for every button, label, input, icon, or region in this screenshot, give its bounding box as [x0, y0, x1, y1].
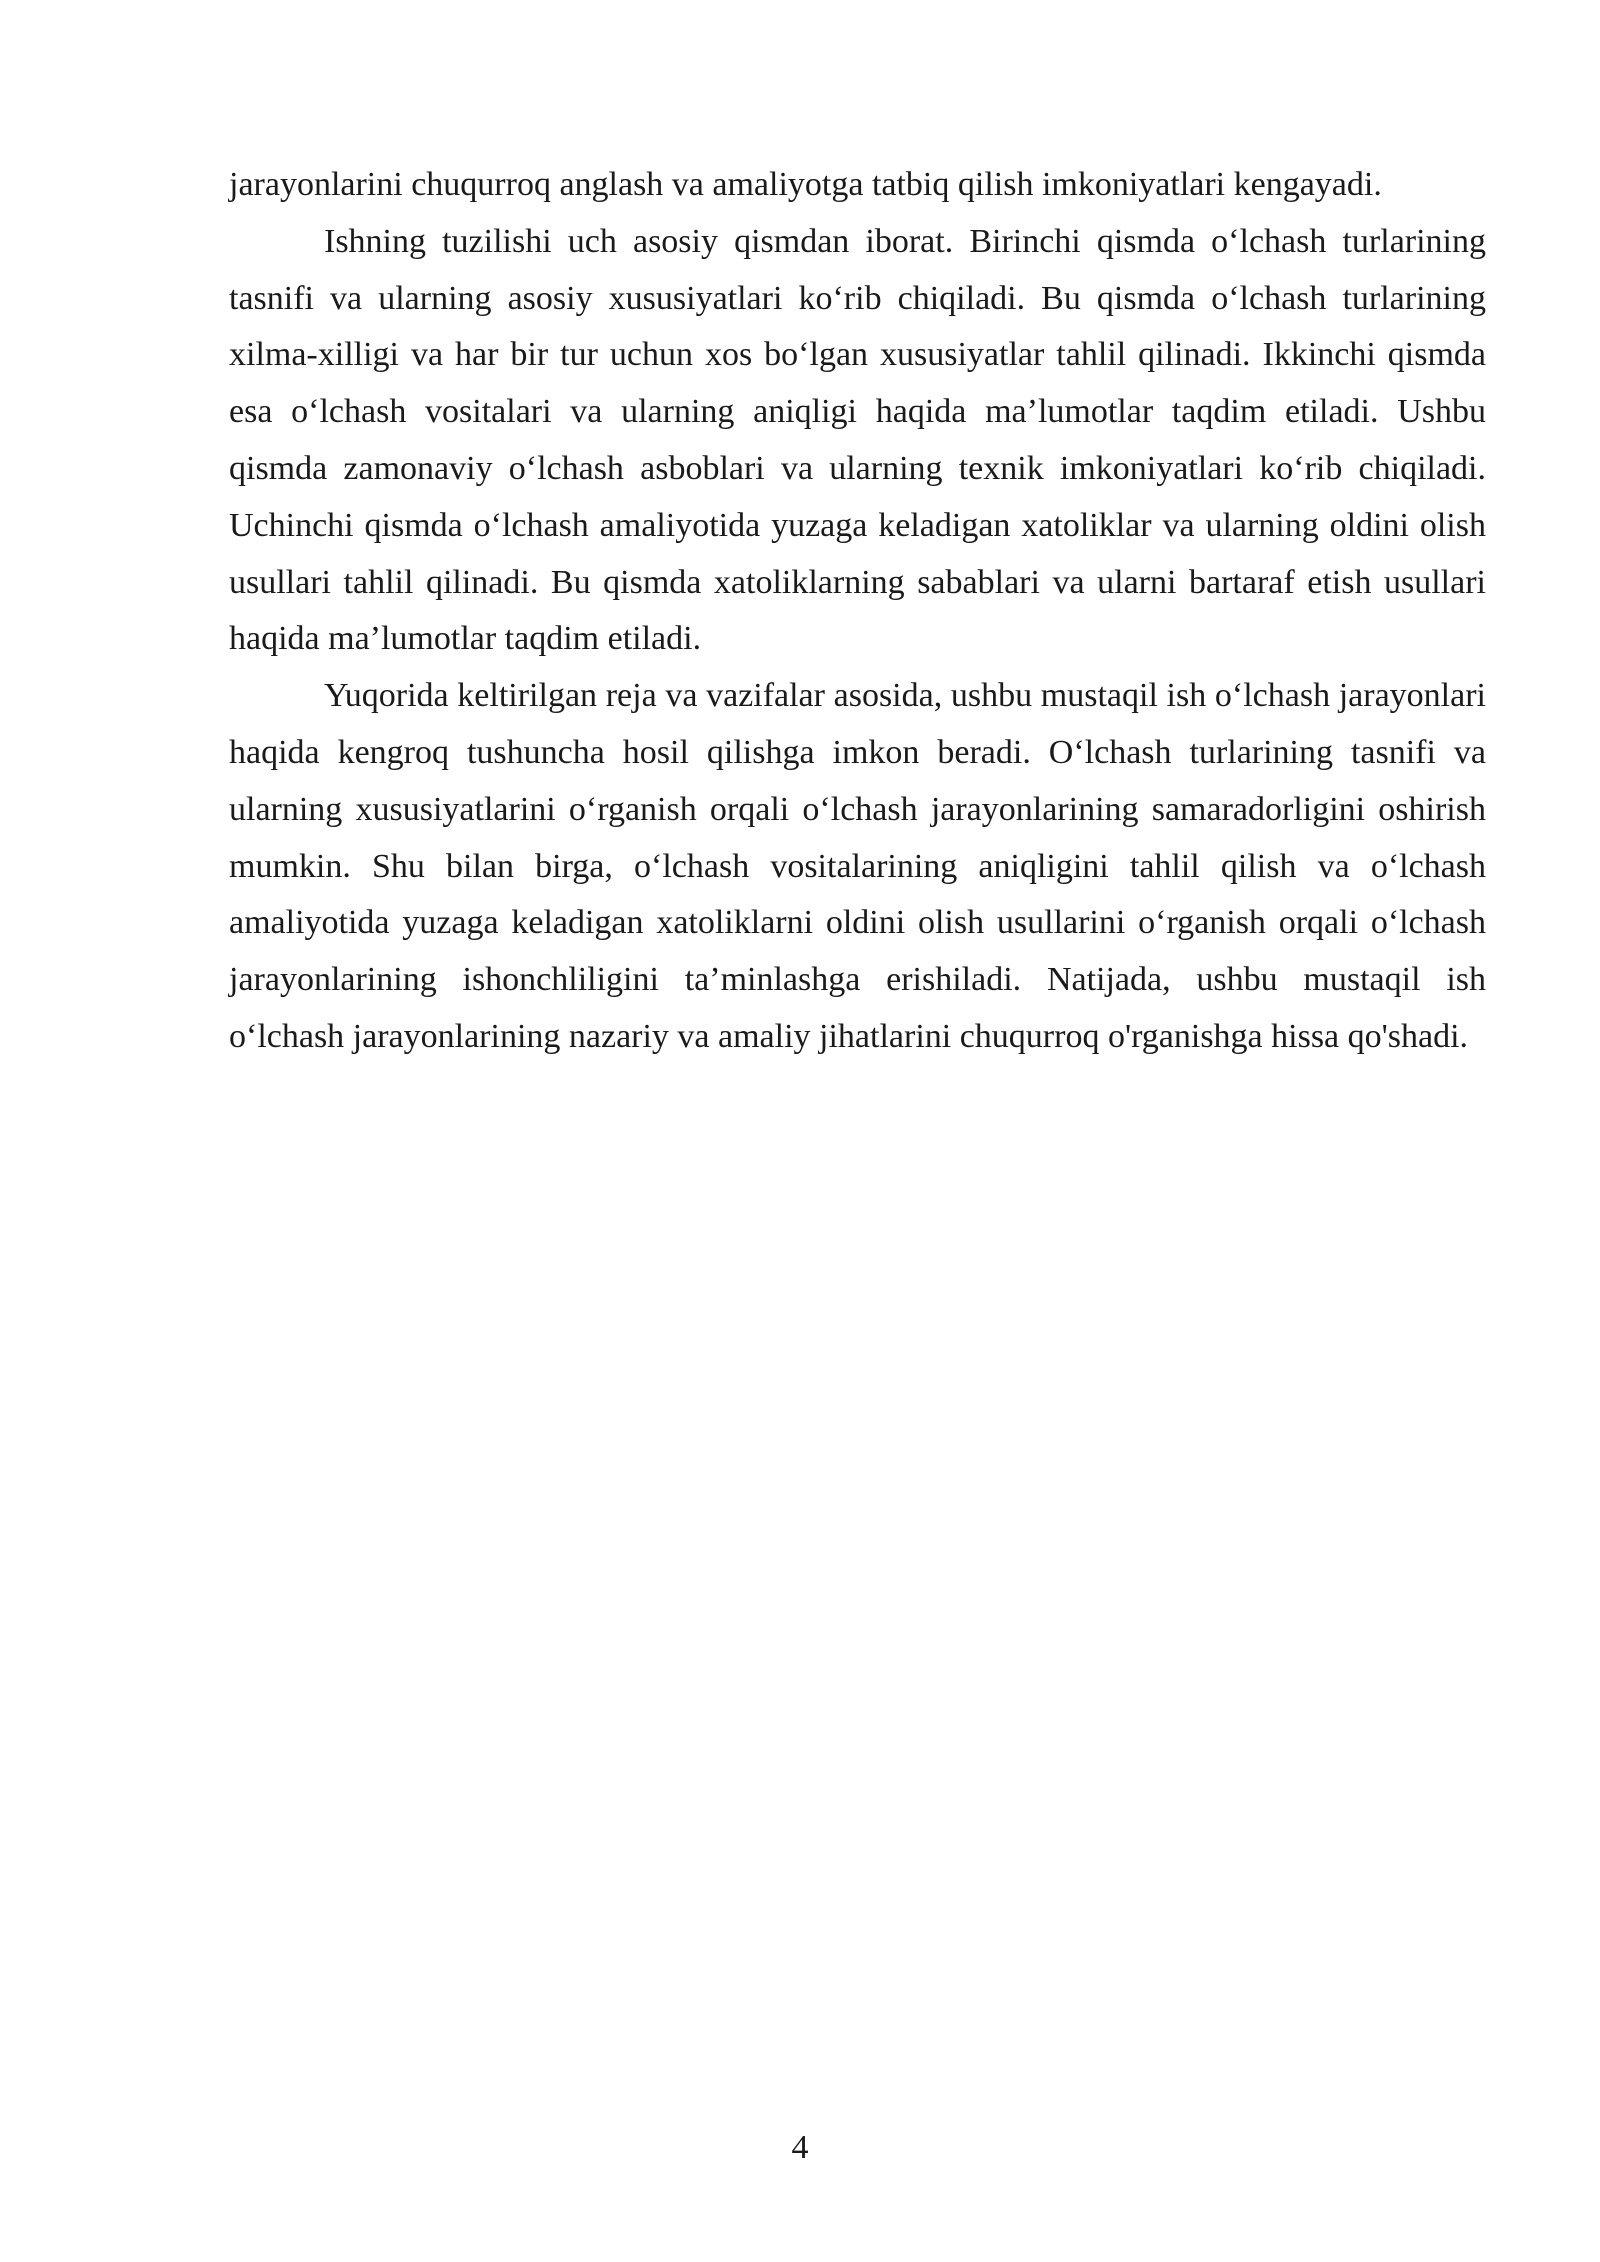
- page-number: 4: [791, 2129, 809, 2166]
- paragraph-structure: Ishning tuzilishi uch asosiy qismdan iborat. Birinchi qismda o‘lchash turlarining tasnifi va ularning asosiy xususiyatlari ko‘rib chiqiladi. Bu qismda o‘lchash turlarining xilma-xilligi va har bir tur uchun xos bo‘lgan xususiyatlar tahlil qilinadi. Ikkinchi qismda esa o‘lchash vositalari va ularning aniqligi haqida ma’lumotlar taqdim etiladi. Ushbu qismda zamonaviy o‘lchash asboblari va ularning texnik imkoniyatlari ko‘rib chiqiladi. Uchinchi qismda o‘lchash amaliyotida yuzaga keladigan xatoliklar va ularning oldini olish usullari tahlil qilinadi. Bu qismda xatoliklarning sabablari va ularni bartaraf etish usullari haqida ma’lumotlar taqdim etiladi.: [229, 222, 1486, 658]
- paragraph-continuation: jarayonlarini chuqurroq anglash va amaliyotga tatbiq qilish imkoniyatlari kengayadi.: [229, 166, 1382, 203]
- paragraph-conclusion: Yuqorida keltirilgan reja va vazifalar asosida, ushbu mustaqil ish o‘lchash jarayonlari haqida kengroq tushuncha hosil qilishga imkon beradi. O‘lchash turlarining tasnifi va ularning xususiyatlarini o‘rganish orqali o‘lchash jarayonlarining samaradorligini oshirish mumkin. Shu bilan birga, o‘lchash vositalarining aniqligini tahlil qilish va o‘lchash amaliyotida yuzaga keladigan xatoliklarni oldini olish usullarini o‘rganish orqali o‘lchash jarayonlarining ishonchliligini ta’minlashga erishiladi. Natijada, ushbu mustaqil ish o‘lchash jarayonlarining nazariy va amaliy jihatlarini chuqurroq o'rganishga hissa qo'shadi.: [229, 677, 1486, 1055]
- body-text: [229, 157, 1486, 1066]
